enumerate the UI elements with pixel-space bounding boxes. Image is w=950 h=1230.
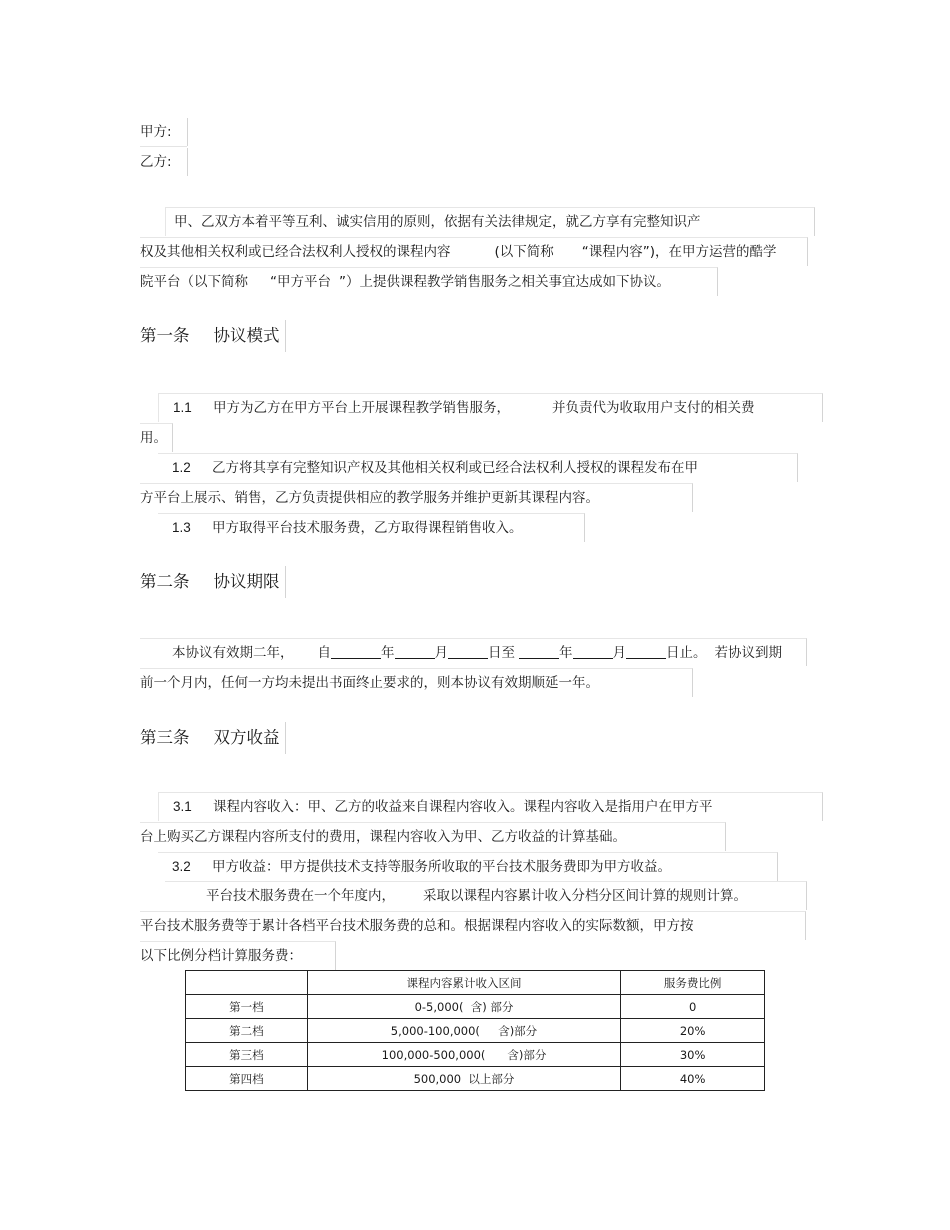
clause-3-1 [158, 792, 823, 821]
rate-cell: 20% [621, 1019, 765, 1043]
end-year-blank[interactable] [519, 642, 559, 659]
clause-3-2-number: 3.2 [172, 859, 191, 874]
clause-1-1-number: 1.1 [173, 400, 192, 415]
term-year-1: 年 [381, 645, 395, 661]
clause-1-2-continued: 方平台上展示、销售，乙方负责提供相应的教学服务并维护更新其课程内容。 [140, 483, 693, 512]
rate-cell: 30% [621, 1043, 765, 1067]
tier-cell: 第二档 [186, 1019, 308, 1043]
table-header-rate: 服务费比例 [621, 971, 765, 995]
intro-line-2d: ”)，在甲方运营的酷学 [642, 244, 777, 260]
clause-1-1 [158, 393, 823, 422]
clause-1-2-text: 乙方将其享有完整知识产权及其他相关权利或已经合法权利人授权的课程发布在甲 [212, 460, 698, 476]
term-year-2: 年 [559, 645, 573, 661]
fee-rule-line-2: 平台技术服务费等于累计各档平台技术服务费的总和。根据课程内容收入的实际数额，甲方按 [140, 911, 806, 940]
divider [140, 146, 187, 147]
intro-line-3c: ”）上提供课程教学销售服务之相关事宜达成如下协议。 [339, 274, 670, 290]
intro-line-2c: “课程内容 [581, 244, 643, 260]
fee-rule-text-a: 平台技术服务费在一个年度内， [206, 888, 395, 904]
clause-1-2 [158, 453, 798, 482]
article-2-heading [140, 566, 286, 598]
tier-cell: 第四档 [186, 1067, 308, 1091]
clause-1-1-continued: 用。 [140, 423, 173, 452]
clause-3-2-text: 甲方收益：甲方提供技术支持等服务所收取的平台技术服务费即为甲方收益。 [212, 859, 671, 875]
tier-cell: 第三档 [186, 1043, 308, 1067]
table-header-range: 课程内容累计收入区间 [307, 971, 621, 995]
article-3-heading [140, 722, 286, 754]
clause-3-1-continued: 台上购买乙方课程内容所支付的费用，课程内容收入为甲、乙方收益的计算基础。 [140, 822, 726, 851]
term-month-2: 月 [612, 645, 626, 661]
term-continued: 前一个月内，任何一方均未提出书面终止要求的，则本协议有效期顺延一年。 [140, 668, 693, 697]
article-2-number: 第二条 [140, 572, 190, 591]
rate-cell: 40% [621, 1067, 765, 1091]
tier-cell: 第一档 [186, 995, 308, 1019]
clause-3-1-text: 课程内容收入：甲、乙方的收益来自课程内容收入。课程内容收入是指用户在甲方平 [213, 799, 713, 815]
intro-line-3 [140, 267, 718, 296]
clause-3-2 [158, 852, 778, 881]
start-day-blank[interactable] [448, 642, 488, 659]
clause-1-3-text: 甲方取得平台技术服务费，乙方取得课程销售收入。 [212, 520, 523, 536]
intro-line-2a: 权及其他相关权利或已经合法权利人授权的课程内容 [140, 244, 451, 260]
intro-line-2b: (以下简称 [494, 244, 554, 260]
article-3-number: 第三条 [140, 728, 190, 747]
fee-rule-text-b: 采取以课程内容累计收入分档分区间计算的规则计算。 [423, 888, 747, 904]
term-text-from: 自 [317, 645, 331, 661]
term-day-end: 日止。 [666, 645, 707, 661]
article-3-title: 双方收益 [213, 728, 280, 747]
table-row [186, 1019, 765, 1043]
fee-table [185, 970, 765, 1091]
term-sentence [140, 638, 807, 666]
table-row [186, 1067, 765, 1091]
intro-line-1: 甲、乙双方本着平等互利、诚实信用的原则，依据有关法律规定，就乙方享有完整知识产 [165, 207, 815, 236]
table-header-row [186, 971, 765, 995]
term-month-1: 月 [434, 645, 448, 661]
start-year-blank[interactable] [331, 642, 381, 659]
clause-1-1-text-b: 并负责代为收取用户支付的相关费 [552, 400, 755, 416]
party-a-label: 甲方: [140, 118, 188, 146]
range-cell: 100,000-500,000( 含)部分 [307, 1043, 621, 1067]
term-text-3: 若协议到期 [714, 645, 782, 661]
intro-line-3a: 院平台（以下简称 [140, 274, 248, 290]
article-1-title: 协议模式 [213, 326, 280, 345]
start-month-blank[interactable] [395, 642, 435, 659]
clause-3-1-number: 3.1 [173, 799, 192, 814]
clause-1-3-number: 1.3 [172, 520, 191, 535]
clause-1-1-text-a: 甲方为乙方在甲方平台上开展课程教学销售服务， [213, 400, 510, 416]
rate-cell: 0 [621, 995, 765, 1019]
article-1-heading [140, 320, 286, 352]
end-month-blank[interactable] [573, 642, 613, 659]
range-cell: 500,000 以上部分 [307, 1067, 621, 1091]
party-b-label: 乙方: [140, 148, 188, 176]
intro-line-2 [140, 237, 808, 266]
clause-1-2-number: 1.2 [172, 460, 191, 475]
table-header-tier [186, 971, 308, 995]
term-day-to: 日至 [488, 645, 515, 661]
article-1-number: 第一条 [140, 326, 190, 345]
fee-rule-line-1 [165, 881, 807, 910]
clause-1-3 [158, 513, 585, 542]
range-cell: 0-5,000( 含) 部分 [307, 995, 621, 1019]
end-day-blank[interactable] [626, 642, 666, 659]
fee-rule-line-3: 以下比例分档计算服务费： [140, 941, 336, 970]
article-2-title: 协议期限 [213, 572, 280, 591]
term-text-1: 本协议有效期二年， [172, 645, 294, 661]
table-row [186, 1043, 765, 1067]
table-row [186, 995, 765, 1019]
intro-line-3b: “甲方平台 [270, 274, 331, 290]
range-cell: 5,000-100,000( 含)部分 [307, 1019, 621, 1043]
